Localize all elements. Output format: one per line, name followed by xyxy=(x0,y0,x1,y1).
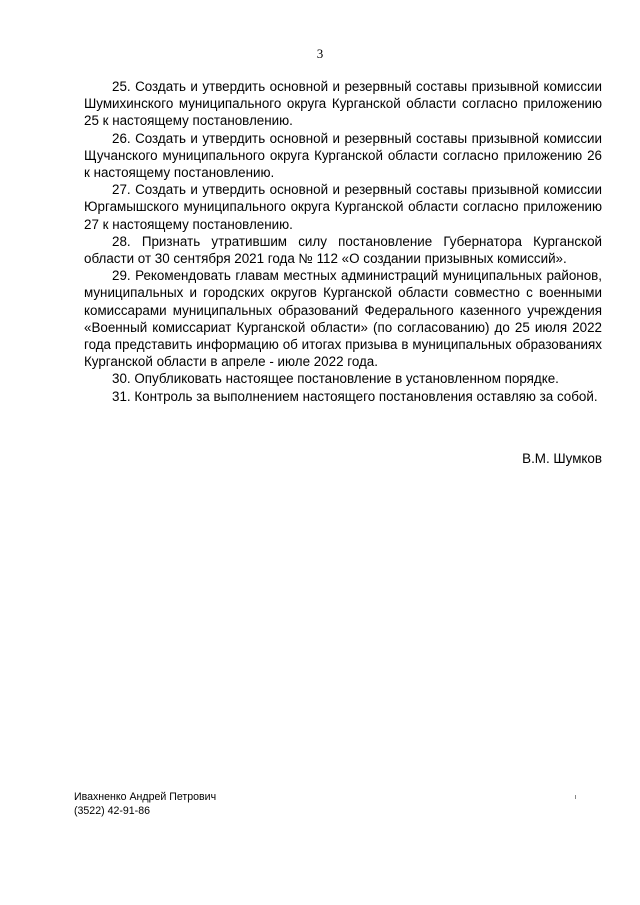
paragraph-29: 29. Рекомендовать главам местных администраций муниципальных районов, муниципальных и городских округов Курганской области совместно с военными комиссарами муниципальных образований Федерального казенного учреждения «Военный комиссариат Курганской области» (по согласованию) до 25 июля 2022 года представить информацию об итогах призыва в муниципальных образованиях Курганской области в апреле - июле 2022 года. xyxy=(84,268,602,370)
page-number: 3 xyxy=(316,46,324,61)
executor-phone: (3522) 42-91-86 xyxy=(74,805,150,817)
executor-footer xyxy=(74,790,216,818)
paragraph-30: 30. Опубликовать настоящее постановление в установленном порядке. xyxy=(112,371,559,387)
document-body xyxy=(84,78,602,405)
executor-name: Ивахненко Андрей Петрович xyxy=(74,791,217,803)
paragraph-26: 26. Создать и утвердить основной и резервный составы призывной комиссии Щучанского муниципального округа Курганской области согласно приложению 26 к настоящему постановлению. xyxy=(84,130,602,181)
paragraph-27: 27. Создать и утвердить основной и резервный составы призывной комиссии Юргамышского муниципального округа Курганской области согласно приложению 27 к настоящему постановлению. xyxy=(84,182,602,232)
scan-mark xyxy=(575,795,576,799)
signature-name: В.М. Шумков xyxy=(522,451,602,466)
paragraph-31: 31. Контроль за выполнением настоящего постановления оставляю за собой. xyxy=(112,388,598,404)
paragraph-28: 28. Признать утратившим силу постановление Губернатора Курганской области от 30 сентября 2021 года № 112 «О создании призывных комиссий». xyxy=(84,233,602,267)
paragraph-25: 25. Создать и утвердить основной и резервный составы призывной комиссии Шумихинского муниципального округа Курганской области согласно приложению 25 к настоящему постановлению. xyxy=(84,79,602,129)
